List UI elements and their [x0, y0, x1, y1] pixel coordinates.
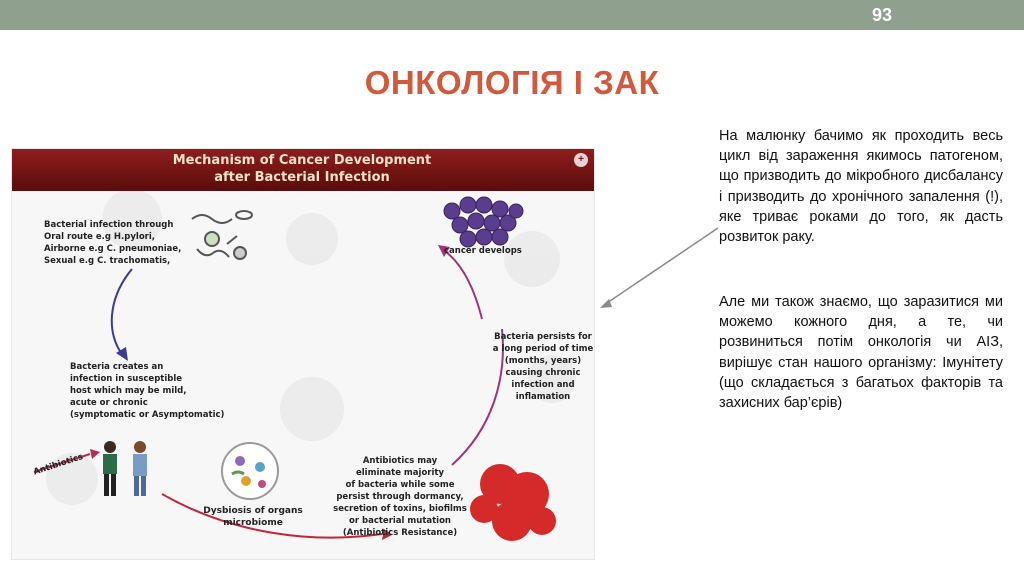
text-line: Sexual e.g C. trachomatis, — [44, 256, 171, 266]
figure-title-line1: Mechanism of Cancer Development — [172, 153, 432, 168]
figure-title-line2: after Bacterial Infection — [214, 170, 390, 185]
text-line: Bacteria persists for — [494, 332, 592, 342]
text-line: inflamation — [515, 392, 571, 402]
bacteria-icon — [192, 211, 252, 259]
text-line: Airborne e.g C. pneumoniae, — [44, 244, 182, 254]
antibiotics-effect-text — [330, 455, 470, 539]
text-line: host which may be mild, — [70, 386, 187, 396]
cancer-arrow — [442, 249, 482, 319]
text-line: persist through dormancy, — [336, 492, 464, 502]
top-bar — [0, 0, 1024, 30]
tumor-icon — [470, 464, 556, 541]
people-icon — [103, 441, 147, 496]
figure-header — [12, 149, 594, 191]
text-line: Dysbiosis of organs — [203, 506, 303, 516]
text-line: causing chronic — [505, 368, 581, 378]
text-line: (Antibiotics Resistance) — [342, 528, 458, 538]
slide-number: 93 — [871, 5, 892, 25]
text-line: secretion of toxins, biofilms — [333, 504, 467, 514]
text-line: Bacterial infection through — [44, 220, 174, 230]
microbiome-icon — [222, 443, 278, 499]
paragraph-1: На малюнку бачимо як проходить весь цикл від зараження якимось патогеном, що призводить до мікробного дисбалансу і призводить до хронічного запалення (!), яке триває роками до того, як дасть розвиток раку. — [719, 128, 1003, 246]
text-line: (months, years) — [504, 356, 582, 366]
mechanism-figure — [11, 148, 595, 560]
text-line: of bacteria while some — [345, 480, 455, 490]
dysbiosis-text — [198, 505, 308, 529]
text-line: Antibiotics may — [362, 456, 438, 466]
infection-arrow — [112, 269, 132, 354]
text-line: a long period of time — [492, 344, 594, 354]
text-line: microbiome — [223, 518, 283, 528]
text-line: cancer develops — [444, 246, 522, 256]
paragraph-2: Але ми також знаємо, що заразитися ми можемо кожного дня, а те, чи розвиниться потім онкологія чи АІЗ, вирішує стан нашого організму: Імунітету (що складається з багатьох факторів та захисних бар’єрів) — [719, 294, 1003, 412]
cancer-develops-text — [444, 245, 522, 257]
text-line: eliminate majority — [356, 468, 444, 478]
slide-title: ОНКОЛОГІЯ І ЗАК — [364, 64, 660, 101]
persistence-text — [488, 331, 595, 403]
text-line: infection and — [511, 380, 575, 390]
text-line: infection in susceptible — [70, 374, 183, 384]
text-line: (symptomatic or Asymptomatic) — [70, 410, 225, 420]
text-line: acute or chronic — [70, 398, 148, 408]
infection-routes-text — [44, 219, 181, 267]
text-line: Bacteria creates an — [70, 362, 164, 372]
host-infection-text — [70, 361, 224, 421]
cancer-cells-icon — [444, 197, 523, 247]
plus-icon: + — [574, 153, 588, 167]
text-line: or bacterial mutation — [349, 516, 451, 526]
text-line: Oral route e.g H.pylori, — [44, 232, 155, 242]
antibiotics-label: Antibiotics — [32, 452, 85, 478]
